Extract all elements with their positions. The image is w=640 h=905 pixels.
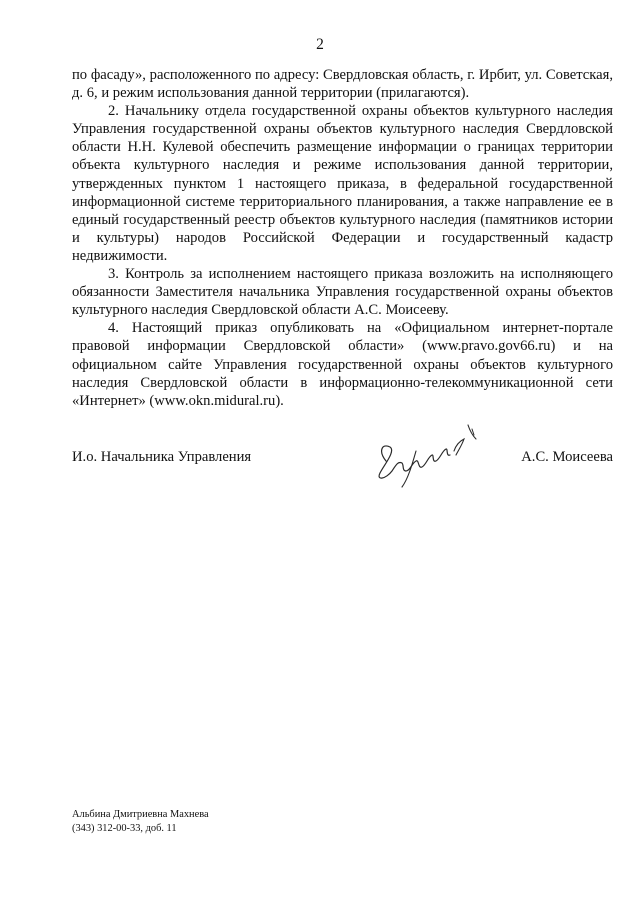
paragraph-item-3: 3. Контроль за исполнением настоящего приказа возложить на исполняющего обязанности Заместителя начальника Управления государственной охраны объектов культурного наследия Свердловской области А.С. Моисееву.: [72, 266, 613, 319]
executor-name: Альбина Дмитриевна Махнева: [72, 809, 209, 820]
paragraph-continuation: по фасаду», расположенного по адресу: Свердловская область, г. Ирбит, ул. Советская, д. 6, и режим использования данной территории (прилагаются).: [72, 67, 613, 102]
executor-phone: (343) 312-00-33, доб. 11: [72, 822, 177, 834]
handwritten-signature: [372, 421, 482, 491]
signatory-title: И.о. Начальника Управления: [72, 449, 252, 465]
page-number: 2: [316, 36, 324, 53]
document-body: [72, 66, 613, 410]
signature-block: [72, 443, 613, 503]
executor-info: [72, 808, 209, 835]
signatory-name: А.С. Моисеева: [521, 449, 613, 465]
paragraph-item-2: 2. Начальнику отдела государственной охраны объектов культурного наследия Управления государственной охраны объектов культурного наследия Свердловской области Н.Н. Кулевой обеспечить размещение информации о границах территории объекта культурного наследия и режиме использования данной территории, утвержденных пунктом 1 настоящего приказа, в федеральной государственной информационной системе территориального планирования, а также направление ее в единый государственный реестр объектов культурного наследия (памятников истории и культуры) народов Российской Федерации и государственный кадастр недвижимости.: [72, 103, 613, 264]
paragraph-item-4: 4. Настоящий приказ опубликовать на «Официальном интернет-портале правовой информации Свердловской области» (www.pravo.gov66.ru) и на официальном сайте Управления государственной охраны объектов культурного наследия Свердловской области в информационно-телекоммуникационной сети «Интернет» (www.okn.midural.ru).: [72, 320, 613, 409]
